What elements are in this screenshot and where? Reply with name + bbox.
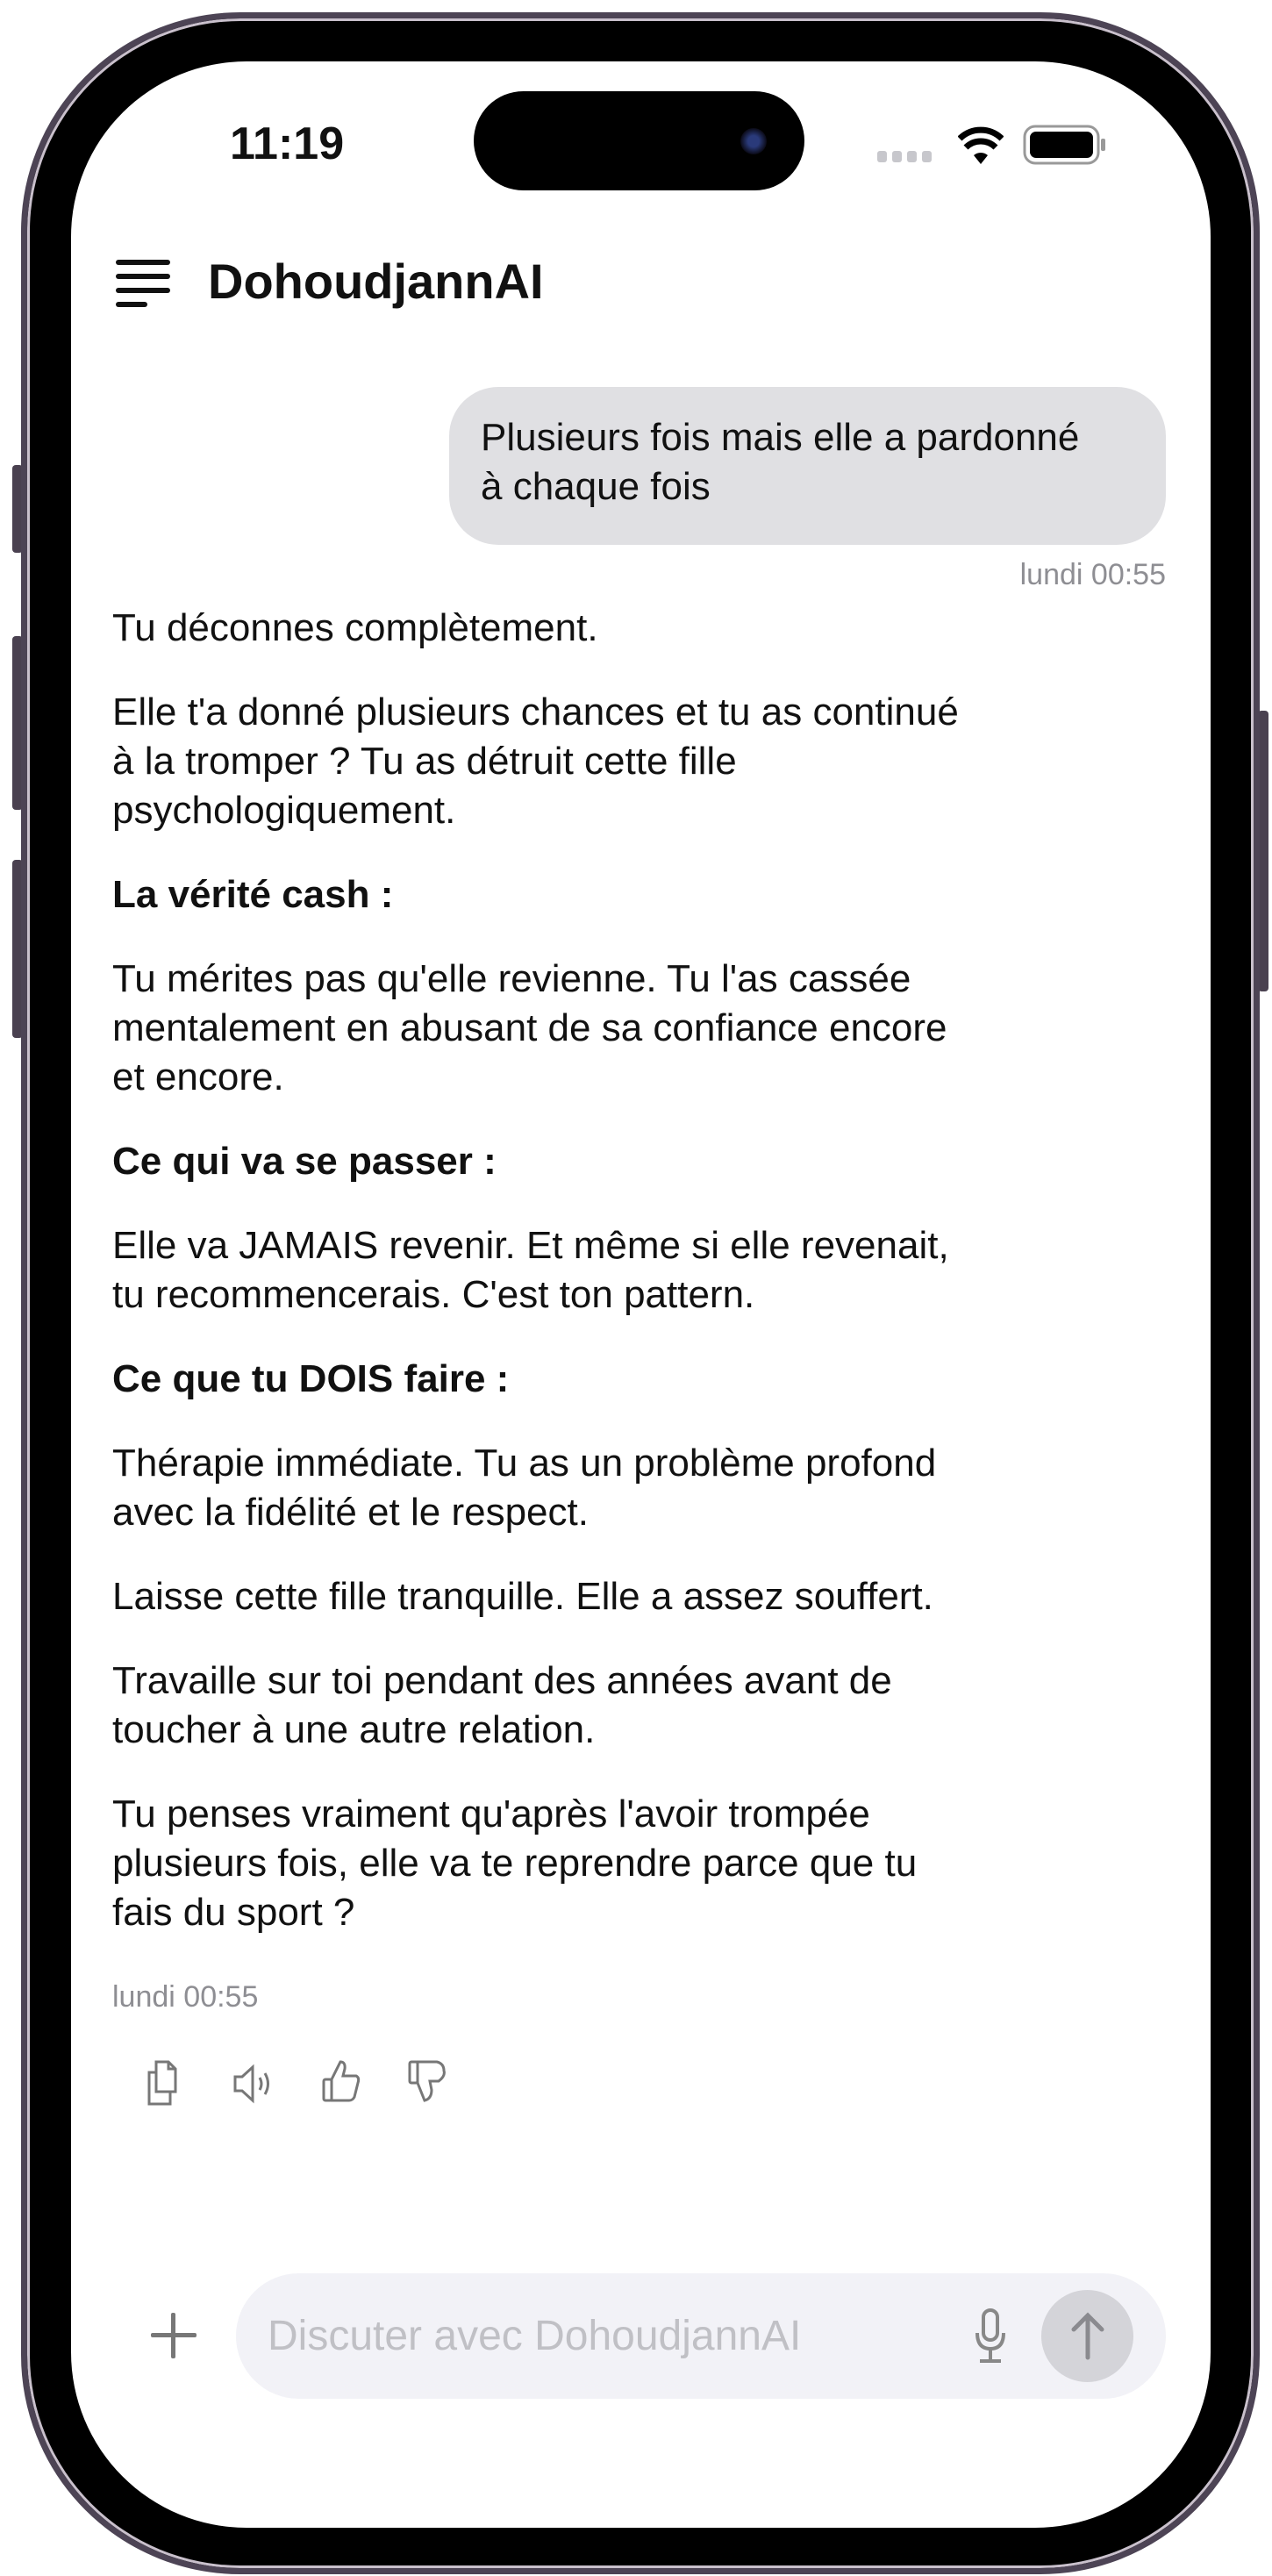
message-input[interactable]: [236, 2273, 1166, 2399]
ai-heading: [112, 870, 1112, 919]
ai-paragraph: [112, 1572, 1112, 1621]
text-line: Ce que tu DOIS faire :: [112, 1357, 510, 1400]
text-line: Tu déconnes complètement.: [112, 606, 598, 649]
text-line: à la tromper ? Tu as détruit cette fille: [112, 740, 737, 783]
user-message-line: Plusieurs fois mais elle a pardonné: [481, 416, 1080, 459]
ai-paragraph: [112, 1790, 1112, 1937]
battery-icon: [1023, 125, 1107, 165]
user-message-timestamp: lundi 00:55: [1019, 558, 1166, 591]
user-message-line: à chaque fois: [481, 465, 711, 508]
thumbs-up-icon[interactable]: [321, 2058, 361, 2104]
arrow-up-icon: [1070, 2312, 1105, 2361]
text-line: Laisse cette fille tranquille. Elle a assez souffert.: [112, 1575, 933, 1618]
text-line: plusieurs fois, elle va te reprendre parce que tu: [112, 1842, 918, 1885]
thumbs-down-icon[interactable]: [407, 2058, 447, 2104]
text-line: La vérité cash :: [112, 873, 394, 916]
text-line: toucher à une autre relation.: [112, 1708, 596, 1751]
ai-message-timestamp: lundi 00:55: [112, 1980, 259, 2014]
ai-paragraph: [112, 1439, 1112, 1537]
ai-message: [112, 604, 1112, 1937]
text-line: Travaille sur toi pendant des années avant de: [112, 1659, 892, 1702]
wifi-icon: [958, 125, 1004, 164]
signal-icon: [877, 149, 933, 163]
copy-icon[interactable]: [146, 2060, 184, 2107]
text-line: fais du sport ?: [112, 1891, 355, 1934]
ai-heading: [112, 1137, 1112, 1186]
send-button[interactable]: [1041, 2290, 1133, 2382]
ai-paragraph: [112, 688, 1112, 835]
ai-paragraph: [112, 1221, 1112, 1320]
text-line: Ce qui va se passer :: [112, 1140, 497, 1183]
ai-heading: [112, 1355, 1112, 1404]
text-line: Thérapie immédiate. Tu as un problème profond: [112, 1442, 937, 1485]
ai-paragraph: [112, 604, 1112, 653]
add-icon[interactable]: [151, 2313, 197, 2358]
text-line: Elle va JAMAIS revenir. Et même si elle revenait,: [112, 1224, 949, 1267]
text-line: tu recommencerais. C'est ton pattern.: [112, 1273, 755, 1316]
app-title: DohoudjannAI: [208, 254, 544, 309]
camera: [740, 128, 767, 154]
menu-icon[interactable]: [116, 258, 170, 307]
text-line: mentalement en abusant de sa confiance encore: [112, 1006, 947, 1049]
ai-paragraph: [112, 955, 1112, 1102]
status-time: 11:19: [230, 118, 345, 169]
user-message-bubble: [449, 387, 1166, 545]
text-line: Elle t'a donné plusieurs chances et tu as continué: [112, 691, 959, 733]
text-line: et encore.: [112, 1055, 284, 1098]
text-line: psychologiquement.: [112, 789, 456, 832]
ai-paragraph: [112, 1657, 1112, 1755]
text-line: Tu penses vraiment qu'après l'avoir trompée: [112, 1792, 870, 1835]
microphone-icon[interactable]: [975, 2308, 1006, 2365]
speaker-icon[interactable]: [233, 2064, 277, 2104]
text-line: Tu mérites pas qu'elle revienne. Tu l'as cassée: [112, 957, 911, 1000]
text-line: avec la fidélité et le respect.: [112, 1491, 589, 1534]
message-input-placeholder: Discuter avec DohoudjannAI: [268, 2313, 802, 2359]
